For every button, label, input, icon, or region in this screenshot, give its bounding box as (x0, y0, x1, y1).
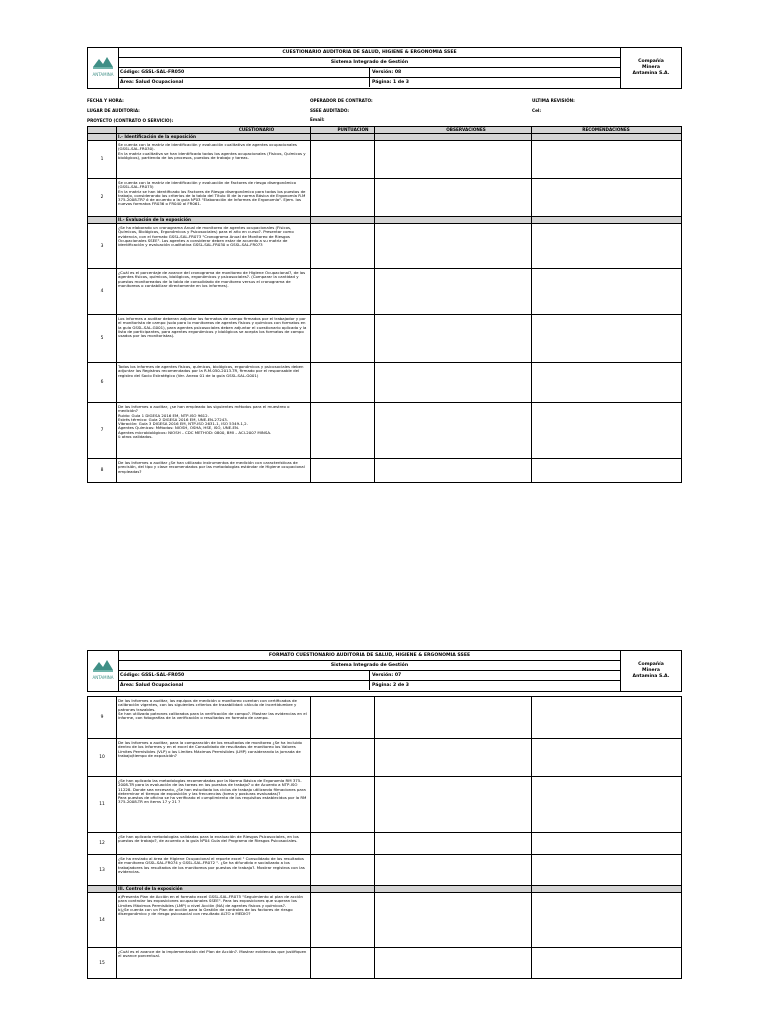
antamina-logo-icon (91, 656, 115, 684)
field-cel: Cel: (532, 108, 542, 113)
field-operador: OPERADOR DE CONTRATO: (310, 98, 373, 103)
svg-text:ANTAMINA: ANTAMINA (92, 675, 114, 680)
table-row: 12 ¿Se han aplicado metodologías validadas para la evaluación de Riesgos Psicosociales, en los puestos de trabajo?, de acuerdo a la guía Nº04 Guía del Programa de Riesgos Psicosociales. (88, 833, 681, 855)
table-row: 4 ¿Cuál es el porcentaje de avance del cronograma de monitoreo de Higiene Ocupacional?, de los agentes físicos, químicos, biológicos, ergonómicos y psicosociales?. (Comparar la cantidad y puestos monitoreados de la tabla de consolidado de monitoreo versus el cronograma de monitoreos o contabilizar directamente en los informes). (88, 269, 681, 315)
form-title: FORMATO CUESTIONARIO AUDITORIA DE SALUD, HIGIENE & ERGONOMIA SSEE (268, 653, 471, 658)
section-header: II.- Evaluación de la exposición (88, 217, 681, 224)
form-code: Código: GSSL-SAL-FR050 (118, 68, 370, 77)
table-row: 1 Se cuenta con la matriz de identificación y evaluación cualitativa de agentes ocupacionales (GSSL-SAL-FR030). En la matriz cualitativa se han identificado todos los agentes ocupacionales (Físicos, Químicos y biológicos), partiendo de los procesos, puestos de trabajo y tareas. (88, 141, 681, 179)
form-version: Versión: 07 (372, 673, 402, 678)
table-header-row (88, 127, 681, 134)
table-row: 15 ¿Cuál es el avance de la implementación del Plan de Acción?. Mostrar evidencias que justifiquen el avance porcentual. (99, 950, 307, 966)
table-row: 6 Todos los informes de agentes físicos, químicos, biológicos, ergonómicos y psicosociales deben adjuntar los Registros recomendados por la R.M.050-2013-TR, firmado por el responsable del registro del Socio Estratégico (Ver. Anexo 01 de la guía GSSL-SAL-G001) (88, 363, 681, 403)
form-area: Área: Salud Ocupacional (118, 681, 370, 690)
form-title: CUESTIONARIO AUDITORIA DE SALUD, HIGIENE & ERGONOMIA SSEE (282, 50, 457, 55)
section-header: III. Control de la exposición (88, 886, 681, 893)
company-name: Compañía Minera Antamina S.A. (620, 48, 681, 88)
company-name: Compañía Minera Antamina S.A. (620, 651, 681, 691)
col-puntuacion: PUNTUACION (337, 127, 369, 132)
svg-text:ANTAMINA: ANTAMINA (92, 72, 114, 77)
col-cuestionario: CUESTIONARIO (238, 127, 275, 132)
table-row: 3 ¿Se ha elaborado un cronograma Anual de monitoreo de agentes ocupacionales (Físicos, Químicos, Biológicos, Ergonómicos y Psicosociales) para el año en curso?. Presentar como evidencia, con el formato GSSL-SAL-FR073 "Cronograma Anual de Monitoreo de Riesgos Ocupacionales SSEE". Los agentes a considerar deben estar de acuerdo a su matriz de identificación y evaluación cualitativa GSSL-SAL-FR030 o GSSL-SAL-FR073 (88, 224, 681, 269)
field-email: Email: (310, 117, 325, 122)
logo-cell (88, 651, 119, 691)
section-header: I.- Identificación de la exposición (88, 134, 681, 141)
form-page-number: Página: 2 de 3 (372, 683, 410, 688)
table-row: 2 Se cuenta con la matriz de identificación y evaluación de Factores de riesgo disergonómico (GSSL-SAL-FR075) En la matriz se han identificado los Factores de Riesgo disergonómico para todos los puestos de trabajo, considerando los criterios de la tabla del Título III de la norma Básica de Ergonomía R.M 375-2008-TR? ó de acuerdo a la guía Nº03 "Elaboración de Informes de Ergonomía". Ejem. los nuevos formatos FR036 o FR040 al FR061. (88, 179, 681, 217)
field-ultima-revision: ULTIMA REVISIÓN: (532, 98, 575, 103)
field-fecha: FECHA Y HORA: (87, 98, 124, 103)
table-row: 9 De los Informes a auditar, los equipos de medición o monitoreo cuentan con certificados de calibración vigentes, con los siguientes criterios de trazabilidad: cálculo de incertidumbre y patrones trazables. Se han utilizado patrones calibrados para la verificación de campo?. Mostrar las evidencias en el informe, con fotografías de la verificación o resultados en formato de campo. (88, 697, 681, 739)
form-subtitle: Sistema Integrado de Gestión (330, 663, 409, 668)
field-ssee: SSEE AUDITADO: (310, 108, 350, 113)
logo-cell (88, 48, 119, 88)
col-observaciones: OBSERVACIONES (446, 127, 486, 132)
page1-header (87, 47, 682, 89)
table-row: 10 De los Informes a auditar, para la comparación de los resultados de monitoreo ¿Se ha incluido dentro de los Informes y en el excel de Consolidado de resultados de monitoreo los Valores Límites Permisibles (VLP) o los Límites Máximos Permisibles (LMP) considerando la jornada de trabajo/tiempo de exposición? (88, 739, 681, 777)
col-recomendaciones: RECOMENDACIONES (582, 127, 630, 132)
table-row: 13 ¿Se ha enviado al área de Higiene Ocupacional el reporte excel " Consolidado de los resultados de monitoreo GSSL-SAL-FR074 y GSSL-SAL-FR072 ". ¿Se ha difundido e socializado a los trabajadores los resultados de los monitoreos por puestos de trabajo?. Mostrar registros con las evidencias. (88, 855, 681, 886)
table-row: 14 a)Presenta Plan de Acción en el formato excel GSSL-SAL-FR075 "Seguimiento al plan de acción para controlar las exposiciones ocupacionales SSEE". Para las exposiciones que superan los Límites Máximos Permisibles (LMP) o nivel Acción (NA) de agentes físicos y químicos?. b)¿Se cuenta con un Plan de acción para la Gestión de controles de los factores de riesgo disergonómico y de riesgo psicosocial con resultado ALTO o MEDIO? (88, 893, 681, 948)
form-subtitle: Sistema Integrado de Gestión (330, 60, 409, 65)
form-page-number: Página: 1 de 3 (372, 80, 410, 85)
questionnaire-table-page1 (87, 126, 682, 483)
table-row: 11 ¿Se han aplicado las metodologías recomendadas por la Norma Básica de Ergonomía RM 375-2008-TR para la evaluación de las tareas en los puestos de trabajo? o de Acuerdo a NTP-ISO 11228. Donde sea necesario, ¿Se han estudiado los ciclos de trabajo utilizando filmaciones para determinar el tiempo de exposición y las frecuencias (toma y posturas evaluadas)? Para puestos de oficina se ha verificado el cumplimiento de los requisitos establecidos por la RM 375-2008-TR en items 17 y 21 ? (88, 777, 681, 833)
table-row: 7 De los Informes a auditar, ¿se han empleado los siguientes métodos para el muestreo o medición? Ruido: Guía 1 DIGESA 2016 EM, NTP-ISO 9612. Estrés térmico: Guía 2 DIGESA 2016 EM, UNE-EN-27243. Vibración: Guía 3 DIGESA 2016 EM, NTP-ISO 2631-1, ISO 5349-1,2. Agentes Químicos: Métodos: NIOSH, OSHA, HSE, ISO, UNE-EN. Agentes microbiológicos: NIOSH – CDC METHOD: 0800, BMI – ACI-2007 MINSA. ü otros validados. (88, 403, 681, 459)
form-area: Área: Salud Ocupacional (118, 78, 370, 87)
table-row: 5 Los informes a auditar deberan adjuntar los formatos de campo firmados por el trabajador y por el monitorista de campo (solo para lo monitoreos de agentes físicos y químicos con formatos en la guía GSSL-SAL-G001), para agentes psicosociales deben adjuntar el cuestionario aplicado y la lista de participantes, para agentes ergonómicos y biológicos se acepta los formatos de campo usados por los monitoristas). (88, 315, 681, 363)
field-proyecto: PROYECTO (CONTRATO O SERVICIO): (87, 118, 174, 123)
form-code: Código: GSSL-SAL-FR050 (118, 671, 370, 680)
questionnaire-table-page2 (87, 696, 682, 979)
table-row: 8 De los Informes a auditar ¿Se han utilizado instrumentos de medición con características de precisión, del tipo y clase recomendados por las metodologías estándar de Higiene ocupacional empleadas? (100, 461, 305, 474)
antamina-logo-icon (91, 53, 115, 81)
form-version: Versión: 08 (372, 70, 402, 75)
page2-header (87, 650, 682, 692)
field-lugar: LUGAR DE AUDITORIA: (87, 108, 140, 113)
